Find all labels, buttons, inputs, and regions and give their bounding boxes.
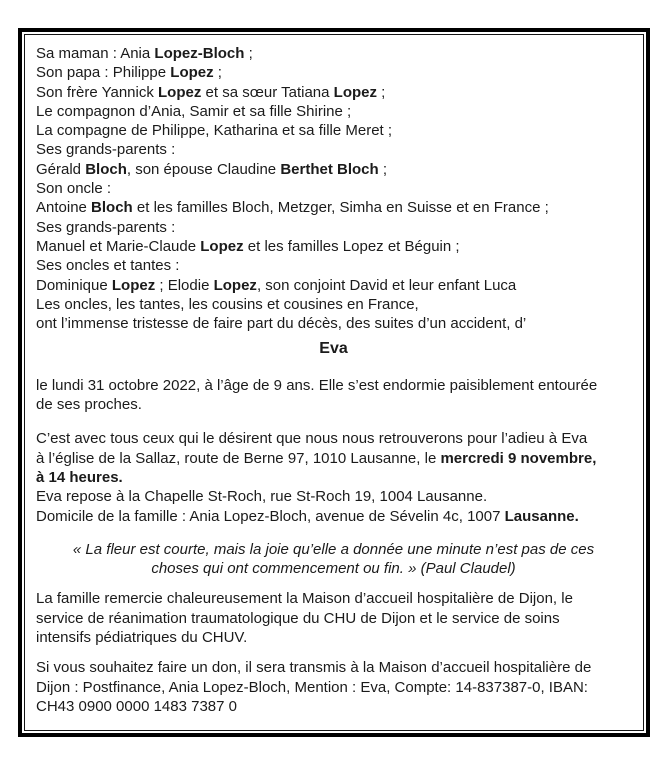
text-line xyxy=(36,237,631,256)
text-segment: le lundi 31 octobre 2022, à l’âge de 9 ans. Elle s’est endormie paisiblement entourée xyxy=(36,376,598,394)
text-line xyxy=(36,468,631,487)
paragraph-memorial-quote xyxy=(36,540,631,579)
text-segment: Son oncle : xyxy=(36,180,112,198)
text-line xyxy=(36,487,631,506)
text-line xyxy=(36,376,631,395)
text-segment: Dominique xyxy=(36,276,112,294)
text-segment: Antoine xyxy=(36,199,92,217)
bold-text-segment: Lopez-Bloch xyxy=(154,45,245,62)
bold-text-segment: Berthet Bloch xyxy=(280,160,379,178)
text-segment: , son épouse Claudine xyxy=(126,160,281,178)
bold-text-segment: Eva xyxy=(319,340,348,358)
text-segment: Manuel et Marie-Claude xyxy=(36,237,201,255)
text-segment: et sa sœur Tatiana xyxy=(201,83,334,101)
text-segment: intensifs pédiatriques du CHUV. xyxy=(36,629,248,647)
text-line xyxy=(36,395,631,414)
text-line xyxy=(36,160,631,179)
text-line xyxy=(36,589,631,608)
text-segment: Ses grands-parents : xyxy=(36,141,176,159)
text-line xyxy=(36,295,631,314)
text-line xyxy=(36,63,631,82)
bold-text-segment: Lopez xyxy=(158,83,202,101)
text-segment: Ses grands-parents : xyxy=(36,218,176,236)
text-line xyxy=(36,658,631,677)
text-line xyxy=(36,339,631,358)
text-line xyxy=(36,121,631,140)
notice-inner-border xyxy=(24,34,644,731)
text-segment: Les oncles, les tantes, les cousins et cousines en France, xyxy=(36,295,419,313)
text-segment: Domicile de la famille : Ania Lopez-Bloch, avenue de Sévelin 4c, 1007 xyxy=(36,507,505,525)
text-segment: ; xyxy=(213,64,222,82)
italic-text-segment: « La fleur est courte, mais la joie qu’elle a donnée une minute n’est pas de ces xyxy=(72,540,595,558)
bold-text-segment: à 14 heures. xyxy=(36,468,123,486)
text-line xyxy=(36,276,631,295)
bold-text-segment: Lausanne. xyxy=(504,507,579,525)
text-line xyxy=(36,198,631,217)
paragraph-donation-info xyxy=(36,658,631,716)
text-segment: ont l’immense tristesse de faire part du décès, des suites d’un accident, d’ xyxy=(36,315,527,333)
bold-text-segment: Lopez xyxy=(333,83,377,101)
text-line xyxy=(36,449,631,468)
text-segment: Son papa : Philippe xyxy=(36,64,171,82)
text-segment: CH43 0900 0000 1483 7387 0 xyxy=(36,697,238,715)
text-line xyxy=(36,256,631,275)
text-line xyxy=(36,44,631,63)
text-segment: à l’église de la Sallaz, route de Berne 97, 1010 Lausanne, le xyxy=(36,449,441,467)
text-line xyxy=(36,678,631,697)
text-segment: service de réanimation traumatologique du CHU de Dijon et le service de soins xyxy=(36,609,560,627)
text-segment: Le compagnon d’Ania, Samir et sa fille Shirine ; xyxy=(36,102,352,120)
text-segment: Si vous souhaitez faire un don, il sera transmis à la Maison d’accueil hospitalière de xyxy=(36,659,592,677)
text-line xyxy=(36,179,631,198)
italic-text-segment: choses qui ont commencement ou fin. » (Paul Claudel) xyxy=(151,560,516,578)
text-line xyxy=(36,140,631,159)
text-line xyxy=(36,314,631,333)
bold-text-segment: Bloch xyxy=(91,199,133,217)
text-line xyxy=(36,628,631,647)
text-segment: Gérald xyxy=(36,160,86,178)
text-line xyxy=(36,609,631,628)
paragraph-ceremony-details xyxy=(36,429,631,525)
text-line xyxy=(36,559,631,578)
text-segment: ; Elodie xyxy=(155,276,214,294)
bold-text-segment: Lopez xyxy=(111,276,156,294)
paragraph-deceased-name-title xyxy=(36,339,631,358)
bold-text-segment: Lopez xyxy=(213,276,257,294)
notice-outer-border xyxy=(18,28,650,737)
text-line xyxy=(36,429,631,448)
text-segment: ; xyxy=(244,45,253,62)
text-segment: La compagne de Philippe, Katharina et sa fille Meret ; xyxy=(36,122,393,140)
bold-text-segment: Bloch xyxy=(85,160,127,178)
text-segment: Ses oncles et tantes : xyxy=(36,257,180,275)
text-segment: Son frère Yannick xyxy=(36,83,159,101)
text-segment: La famille remercie chaleureusement la Maison d’accueil hospitalière de Dijon, le xyxy=(36,590,573,608)
text-line xyxy=(36,697,631,716)
paragraph-family-list xyxy=(36,44,631,333)
text-line xyxy=(36,540,631,559)
text-segment: et les familles Bloch, Metzger, Simha en Suisse et en France ; xyxy=(132,199,549,217)
text-segment: ; xyxy=(377,83,386,101)
text-line xyxy=(36,102,631,121)
text-segment: , son conjoint David et leur enfant Luca xyxy=(256,276,517,294)
text-segment: C’est avec tous ceux qui le désirent que nous nous retrouverons pour l’adieu à Eva xyxy=(36,430,588,448)
text-line xyxy=(36,218,631,237)
text-segment: Dijon : Postfinance, Ania Lopez-Bloch, Mention : Eva, Compte: 14-837387-0, IBAN: xyxy=(36,678,588,696)
text-segment: ; xyxy=(378,160,388,178)
text-line xyxy=(36,83,631,102)
bold-text-segment: Lopez xyxy=(200,237,244,255)
text-segment: Sa maman : Ania xyxy=(36,45,155,62)
text-segment: de ses proches. xyxy=(36,396,142,414)
text-segment: Eva repose à la Chapelle St-Roch, rue St-Roch 19, 1004 Lausanne. xyxy=(36,488,488,506)
paragraph-thanks xyxy=(36,589,631,647)
text-line xyxy=(36,507,631,526)
paragraph-death-details xyxy=(36,376,631,415)
text-segment: et les familles Lopez et Béguin ; xyxy=(243,237,460,255)
notice-body xyxy=(36,44,631,716)
bold-text-segment: Lopez xyxy=(170,64,214,82)
bold-text-segment: mercredi 9 novembre, xyxy=(440,449,597,467)
